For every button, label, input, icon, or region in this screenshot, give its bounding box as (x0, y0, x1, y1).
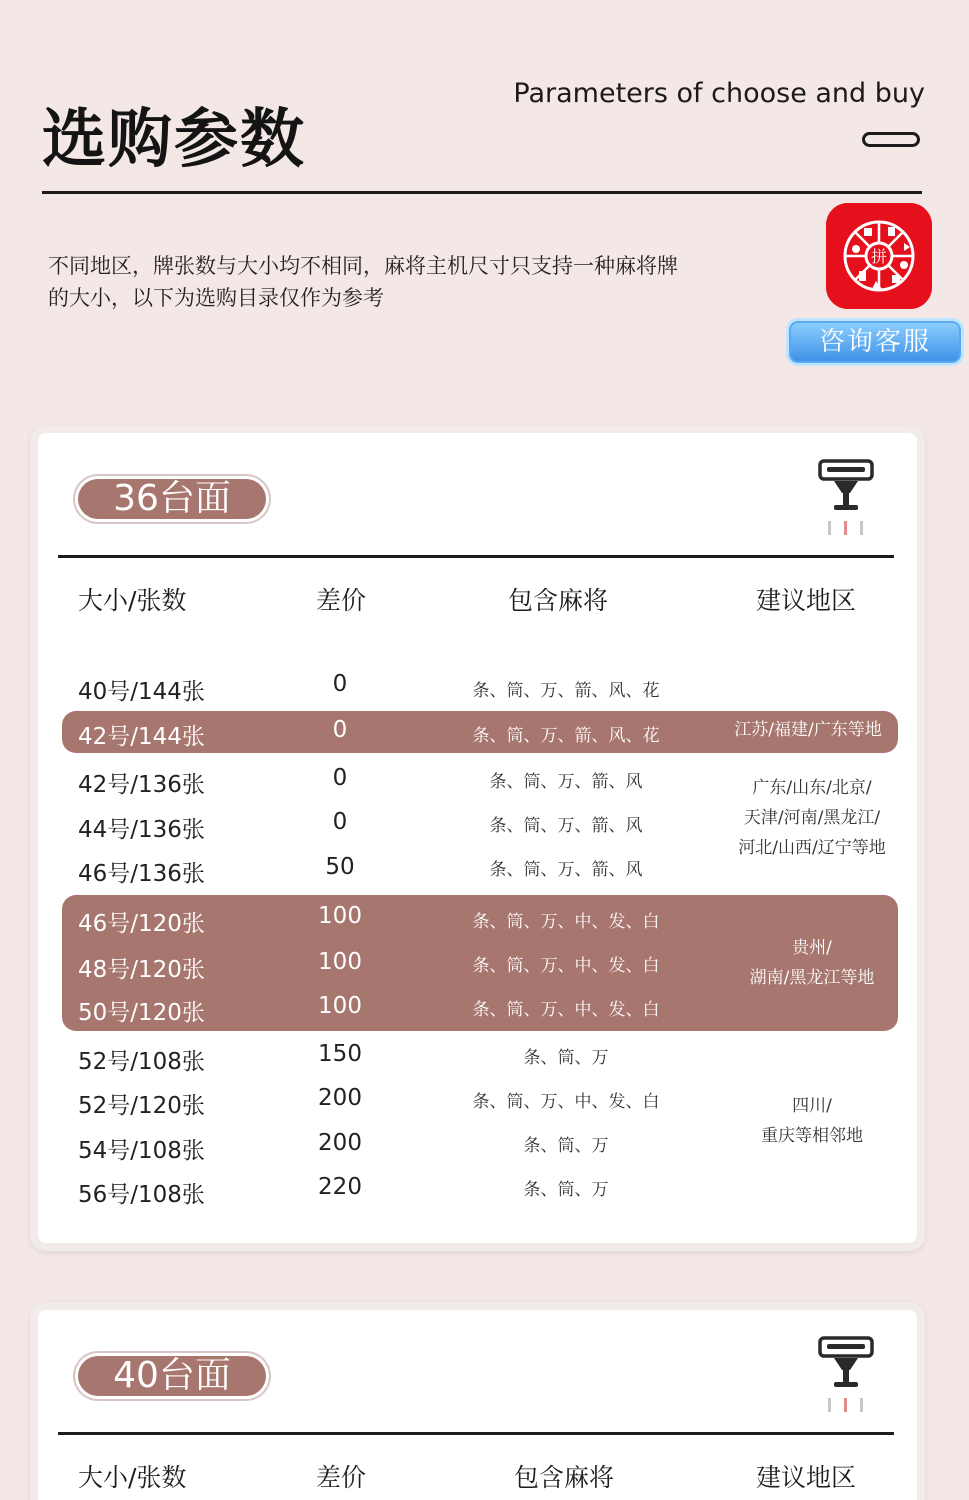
card-divider (58, 555, 894, 558)
intro-text (48, 250, 788, 314)
price-cell: 0 (332, 717, 348, 743)
column-header-size: 大小/张数 (78, 1463, 187, 1492)
size-cell: 46号/136张 (78, 861, 205, 887)
region-line: 河北/山西/辽宁等地 (738, 838, 886, 858)
size-cell: 44号/136张 (78, 817, 205, 843)
size-cell: 56号/108张 (78, 1182, 205, 1208)
card-divider (58, 1432, 894, 1435)
pinduoduo-app-icon[interactable] (826, 203, 932, 309)
tiles-cell: 条、筒、万、箭、风 (489, 816, 643, 836)
tiles-cell: 条、筒、万、箭、风、花 (472, 681, 660, 701)
column-header-price: 差价 (316, 586, 367, 615)
size-cell: 42号/136张 (78, 772, 205, 798)
size-cell: 46号/120张 (78, 911, 205, 937)
card-badge: 36台面 (78, 479, 266, 519)
column-header-size: 大小/张数 (78, 586, 187, 615)
english-subtitle: Parameters of choose and buy (513, 78, 925, 109)
price-cell: 220 (318, 1174, 362, 1200)
size-cell: 42号/144张 (78, 724, 205, 750)
app-icon-text: 拼 (870, 247, 888, 266)
mahjong-table-icon (818, 1336, 874, 1416)
region-cell (728, 1091, 896, 1151)
region-line: 四川/ (792, 1096, 832, 1116)
tiles-cell: 条、筒、万 (523, 1048, 609, 1068)
tiles-cell: 条、筒、万、中、发、白 (472, 912, 660, 932)
decorative-pill (862, 132, 920, 147)
intro-line-1: 不同地区，牌张数与大小均不相同，麻将主机尺寸只支持一种麻将牌 (48, 254, 678, 278)
region-line: 湖南/黑龙江等地 (749, 968, 875, 988)
column-header-tiles: 包含麻将 (514, 1463, 615, 1492)
column-header-region: 建议地区 (756, 1463, 857, 1492)
column-header-tiles: 包含麻将 (508, 586, 609, 615)
price-cell: 100 (318, 949, 362, 975)
region-cell (728, 933, 896, 993)
column-header-region: 建议地区 (756, 586, 857, 615)
region-line: 广东/山东/北京/ (752, 778, 872, 798)
tiles-cell: 条、筒、万、中、发、白 (472, 1092, 660, 1112)
price-cell: 200 (318, 1085, 362, 1111)
region-cell (728, 773, 896, 863)
size-cell: 50号/120张 (78, 1000, 205, 1026)
price-cell: 200 (318, 1130, 362, 1156)
price-cell: 0 (332, 671, 348, 697)
region-cell: 江苏/福建/广东等地 (734, 720, 882, 740)
size-cell: 48号/120张 (78, 957, 205, 983)
tiles-cell: 条、筒、万、箭、风 (489, 772, 643, 792)
price-cell: 0 (332, 809, 348, 835)
tiles-cell: 条、筒、万、中、发、白 (472, 1000, 660, 1020)
price-cell: 100 (318, 993, 362, 1019)
price-cell: 150 (318, 1041, 362, 1067)
size-cell: 40号/144张 (78, 679, 205, 705)
card-badge: 40台面 (78, 1356, 266, 1396)
tiles-cell: 条、筒、万 (523, 1136, 609, 1156)
price-cell: 50 (325, 854, 355, 880)
tiles-cell: 条、筒、万、箭、风、花 (472, 726, 660, 746)
consult-service-button[interactable]: 咨询客服 (786, 318, 964, 366)
size-cell: 52号/120张 (78, 1093, 205, 1119)
page-title: 选购参数 (42, 103, 306, 177)
spec-card-40 (30, 1302, 925, 1500)
tiles-cell: 条、筒、万、箭、风 (489, 860, 643, 880)
price-cell: 100 (318, 903, 362, 929)
region-line: 贵州/ (792, 938, 832, 958)
tiles-cell: 条、筒、万 (523, 1180, 609, 1200)
header-divider (42, 191, 922, 194)
size-cell: 54号/108张 (78, 1138, 205, 1164)
intro-line-2: 的大小，以下为选购目录仅作为参考 (48, 286, 384, 310)
price-cell: 0 (332, 765, 348, 791)
region-line: 重庆等相邻地 (761, 1126, 863, 1146)
mahjong-table-icon (818, 459, 874, 539)
tiles-cell: 条、筒、万、中、发、白 (472, 956, 660, 976)
app-logo-graphic (826, 203, 932, 309)
spec-card-36 (30, 425, 925, 1251)
size-cell: 52号/108张 (78, 1049, 205, 1075)
column-header-price: 差价 (316, 1463, 367, 1492)
region-line: 天津/河南/黑龙江/ (743, 808, 881, 828)
